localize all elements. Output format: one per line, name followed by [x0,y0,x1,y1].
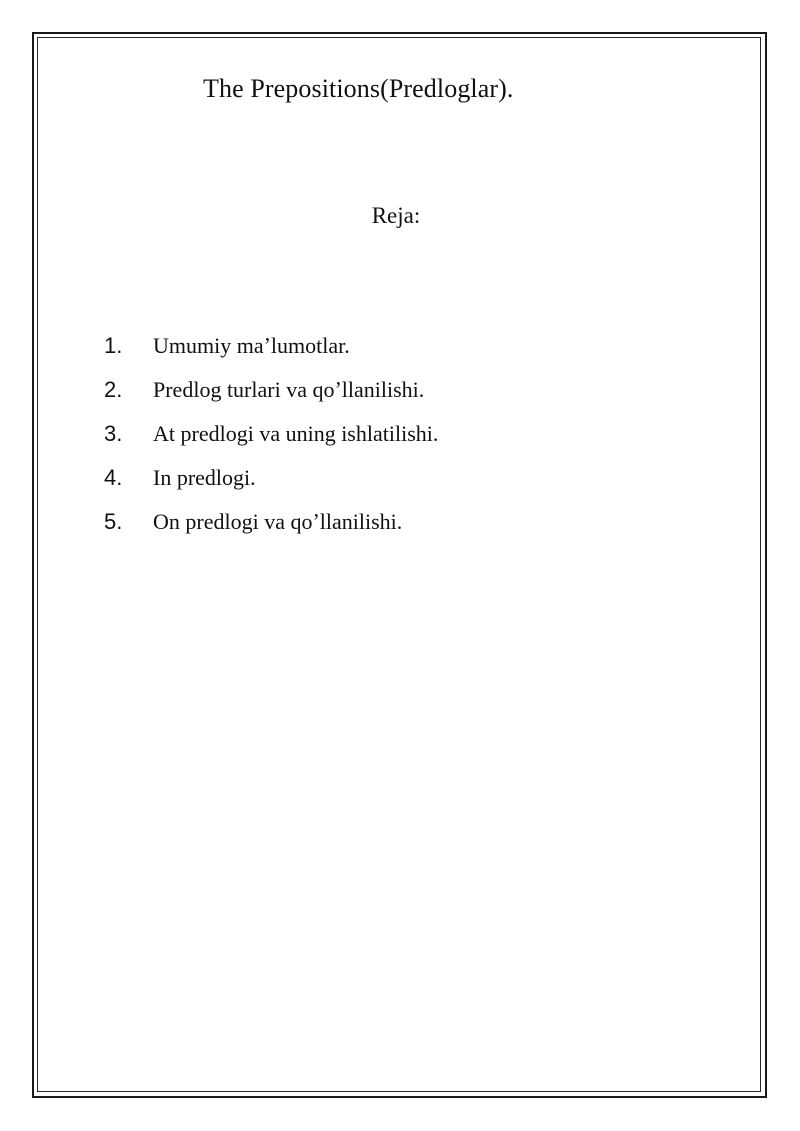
plan-item-number: 2. [104,377,123,402]
plan-item-text: In predlogi. [153,465,256,490]
plan-item-number: 4. [104,465,123,490]
document-title: The Prepositions(Predloglar). [203,74,514,103]
plan-item-text: At predlogi va uning ishlatilishi. [153,421,439,446]
plan-item-4 [104,462,438,506]
plan-item-3 [104,418,438,462]
plan-item-number: 5. [104,509,123,534]
plan-item-1 [104,330,438,374]
plan-list [104,330,438,550]
plan-item-text: Predlog turlari va qoʼllanilishi. [153,377,425,402]
plan-item-number: 1. [104,333,123,358]
plan-item-text: On predlogi va qoʼllanilishi. [153,509,403,534]
plan-item-number: 3. [104,421,123,446]
page-border-inner [37,37,761,1092]
plan-item-2 [104,374,438,418]
plan-item-text: Umumiy maʼlumotlar. [153,333,350,358]
plan-item-5 [104,506,438,550]
plan-heading: Reja: [371,203,421,228]
